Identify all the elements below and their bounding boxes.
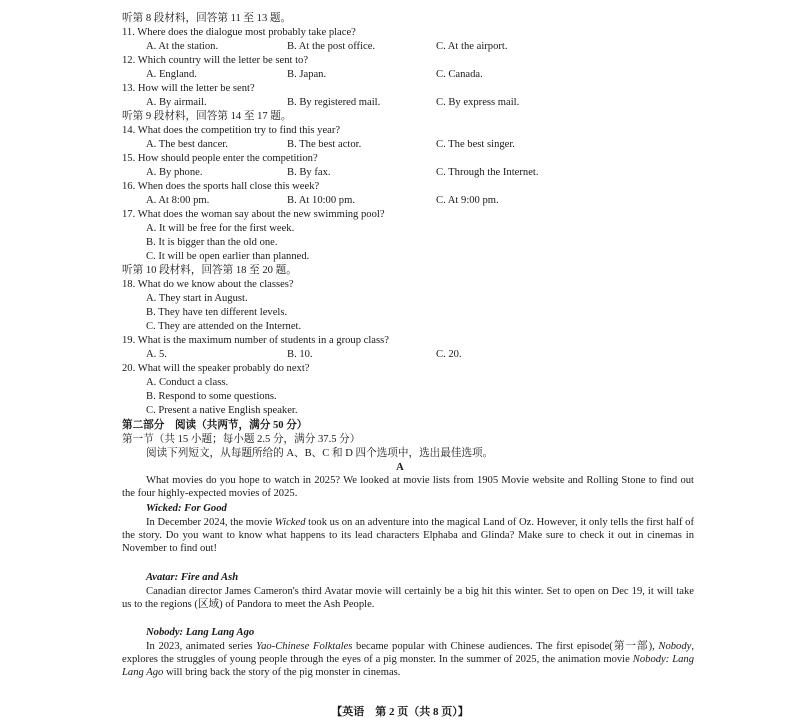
option-a: A. At 8:00 pm. <box>146 195 210 206</box>
text: In 2023, animated series <box>146 641 257 652</box>
passage-intro: What movies do you hope to watch in 2025? We looked at movie lists from 1905 Movie website and Rolling Stone to find out the four highly-expected movies of 2025. <box>122 475 694 499</box>
text: In December 2024, the movie <box>146 517 275 528</box>
reading-instructions: 阅读下列短文，从每题所给的 A、B、C 和 D 四个选项中，选出最佳选项。 <box>146 448 494 459</box>
option-c: C. At the airport. <box>436 41 508 52</box>
option-b: B. Respond to some questions. <box>146 391 277 402</box>
question-11: 11. Where does the dialogue most probably take place? <box>122 27 356 38</box>
option-a: A. The best dancer. <box>146 139 228 150</box>
movie-name: Wicked <box>274 517 306 528</box>
text: became popular with Chinese audiences. The first episode(第一部), <box>352 641 659 652</box>
option-b: B. At the post office. <box>287 41 376 52</box>
option-b: B. Japan. <box>287 69 327 80</box>
movie-3-title: Nobody: Lang Lang Ago <box>146 627 255 638</box>
page-footer: 【英语 第 2 页（共 8 页）】 <box>331 706 469 718</box>
section-8-heading: 听第 8 段材料，回答第 11 至 13 题。 <box>122 13 292 24</box>
option-a: A. By phone. <box>146 167 203 178</box>
movie-1-paragraph <box>122 516 694 555</box>
option-c: C. Present a native English speaker. <box>146 405 298 416</box>
option-a: A. England. <box>146 69 197 80</box>
option-c: C. 20. <box>436 349 462 360</box>
option-c: C. At 9:00 pm. <box>436 195 499 206</box>
option-c: C. They are attended on the Internet. <box>146 321 302 332</box>
option-c: C. By express mail. <box>436 97 520 108</box>
option-b: B. It is bigger than the old one. <box>146 237 278 248</box>
section-10-heading: 听第 10 段材料，回答第 18 至 20 题。 <box>122 265 297 276</box>
text: , explores the struggles of young people through the eyes of a pig monster. In the summer of 2025, the animation movie <box>122 641 695 665</box>
option-a: A. It will be free for the first week. <box>146 223 295 234</box>
movie-name: Nobody: Lang Lang Ago <box>122 654 694 678</box>
option-b: B. They have ten different levels. <box>146 307 288 318</box>
section-1-heading: 第一节（共 15 小题；每小题 2.5 分，满分 37.5 分） <box>122 434 361 445</box>
question-19: 19. What is the maximum number of students in a group class? <box>122 335 389 346</box>
movie-2-paragraph: Canadian director James Cameron's third Avatar movie will certainly be a big hit this winter. Set to open on Dec 19, it will take us to the regions (区域) of Pandora to meet the Ash People. <box>122 586 694 610</box>
text: took us on an adventure into the magical Land of Oz. However, it only tells the first half of the story. Do you want to know what happens to its lead characters Elphaba and Glinda? Make sure to check it out in cinemas in November to find out! <box>122 517 694 554</box>
episode-name: Nobody <box>658 641 692 652</box>
option-a: A. 5. <box>146 349 167 360</box>
option-c: C. It will be open earlier than planned. <box>146 251 310 262</box>
series-name: Yao-Chinese Folktales <box>256 641 353 652</box>
movie-3-paragraph <box>122 640 694 679</box>
option-b: B. At 10:00 pm. <box>287 195 355 206</box>
option-a: A. At the station. <box>146 41 219 52</box>
option-b: B. 10. <box>287 349 313 360</box>
option-a: A. By airmail. <box>146 97 207 108</box>
movie-1-title: Wicked: For Good <box>146 503 227 514</box>
option-c: C. Through the Internet. <box>436 167 539 178</box>
question-18: 18. What do we know about the classes? <box>122 279 294 290</box>
question-16: 16. When does the sports hall close this week? <box>122 181 320 192</box>
question-17: 17. What does the woman say about the new swimming pool? <box>122 209 385 220</box>
section-9-heading: 听第 9 段材料，回答第 14 至 17 题。 <box>122 111 292 122</box>
question-12: 12. Which country will the letter be sent to? <box>122 55 309 66</box>
option-a: A. Conduct a class. <box>146 377 229 388</box>
option-b: B. The best actor. <box>287 139 362 150</box>
option-c: C. Canada. <box>436 69 483 80</box>
question-13: 13. How will the letter be sent? <box>122 83 255 94</box>
part-2-title: 第二部分 阅读（共两节，满分 50 分） <box>122 420 308 431</box>
question-15: 15. How should people enter the competition? <box>122 153 318 164</box>
option-b: B. By fax. <box>287 167 331 178</box>
passage-label: A <box>396 462 404 473</box>
question-14: 14. What does the competition try to find this year? <box>122 125 341 136</box>
option-a: A. They start in August. <box>146 293 248 304</box>
option-b: B. By registered mail. <box>287 97 381 108</box>
question-20: 20. What will the speaker probably do next? <box>122 363 310 374</box>
movie-2-title: Avatar: Fire and Ash <box>146 572 239 583</box>
option-c: C. The best singer. <box>436 139 515 150</box>
text: will bring back the story of the pig monster in cinemas. <box>163 667 401 678</box>
